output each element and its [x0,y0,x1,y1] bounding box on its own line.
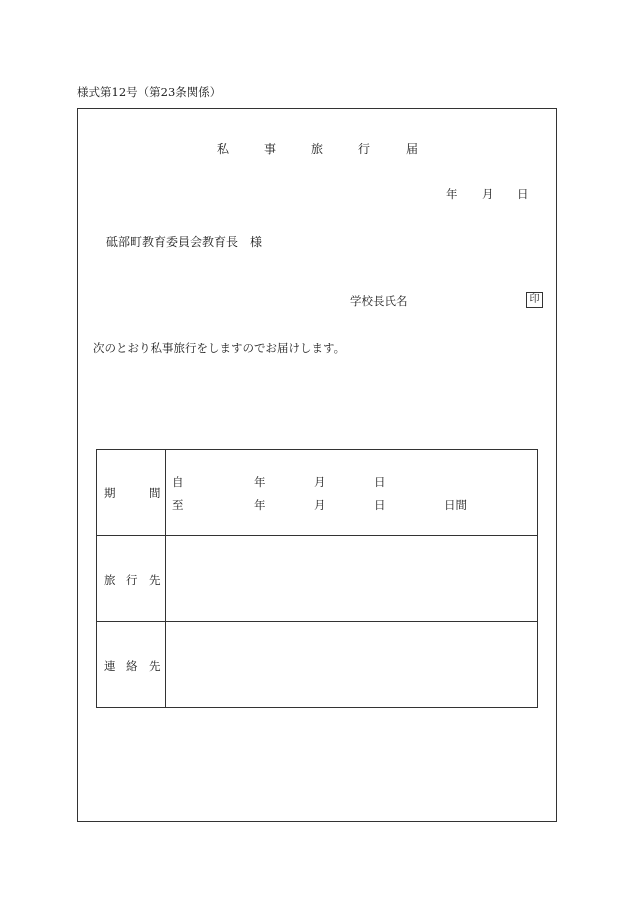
title-char: 届 [406,142,419,156]
period-value-cell [166,450,538,536]
title-char: 事 [264,142,277,156]
principal-name-label: 学校長氏名 [350,294,408,308]
from-label: 自 [172,475,184,489]
detail-table [96,449,538,708]
period-label-cell [97,450,166,536]
destination-label-cell [97,536,166,622]
to-label: 至 [172,498,184,512]
contact-value-cell[interactable] [166,622,538,708]
title-char: 行 [358,142,371,156]
contact-label-char: 絡 [126,659,138,673]
to-year: 年 [254,498,266,512]
from-year: 年 [254,475,266,489]
contact-label-char: 連 [104,659,116,673]
destination-label-char: 旅 [104,573,116,587]
table-row-period [97,450,538,536]
period-label-char: 間 [149,486,161,500]
body-text: 次のとおり私事旅行をしますのでお届けします。 [93,341,346,355]
title-char: 私 [217,142,230,156]
from-day: 日 [374,475,386,489]
table-row-contact [97,622,538,708]
addressee: 砥部町教育委員会教育長 様 [106,235,263,249]
days-unit: 日間 [444,498,467,512]
date-day: 日 [517,187,529,201]
period-label-char: 期 [104,486,116,500]
contact-label-cell [97,622,166,708]
contact-label-char: 先 [149,659,161,673]
seal-mark: 印 [526,292,543,308]
to-month: 月 [314,498,326,512]
from-month: 月 [314,475,326,489]
table-row-destination [97,536,538,622]
destination-value-cell[interactable] [166,536,538,622]
destination-label-char: 行 [126,573,138,587]
destination-label-char: 先 [149,573,161,587]
date-year: 年 [446,187,458,201]
to-day: 日 [374,498,386,512]
date-month: 月 [482,187,494,201]
form-number: 様式第12号（第23条関係） [77,85,222,99]
title-char: 旅 [311,142,324,156]
